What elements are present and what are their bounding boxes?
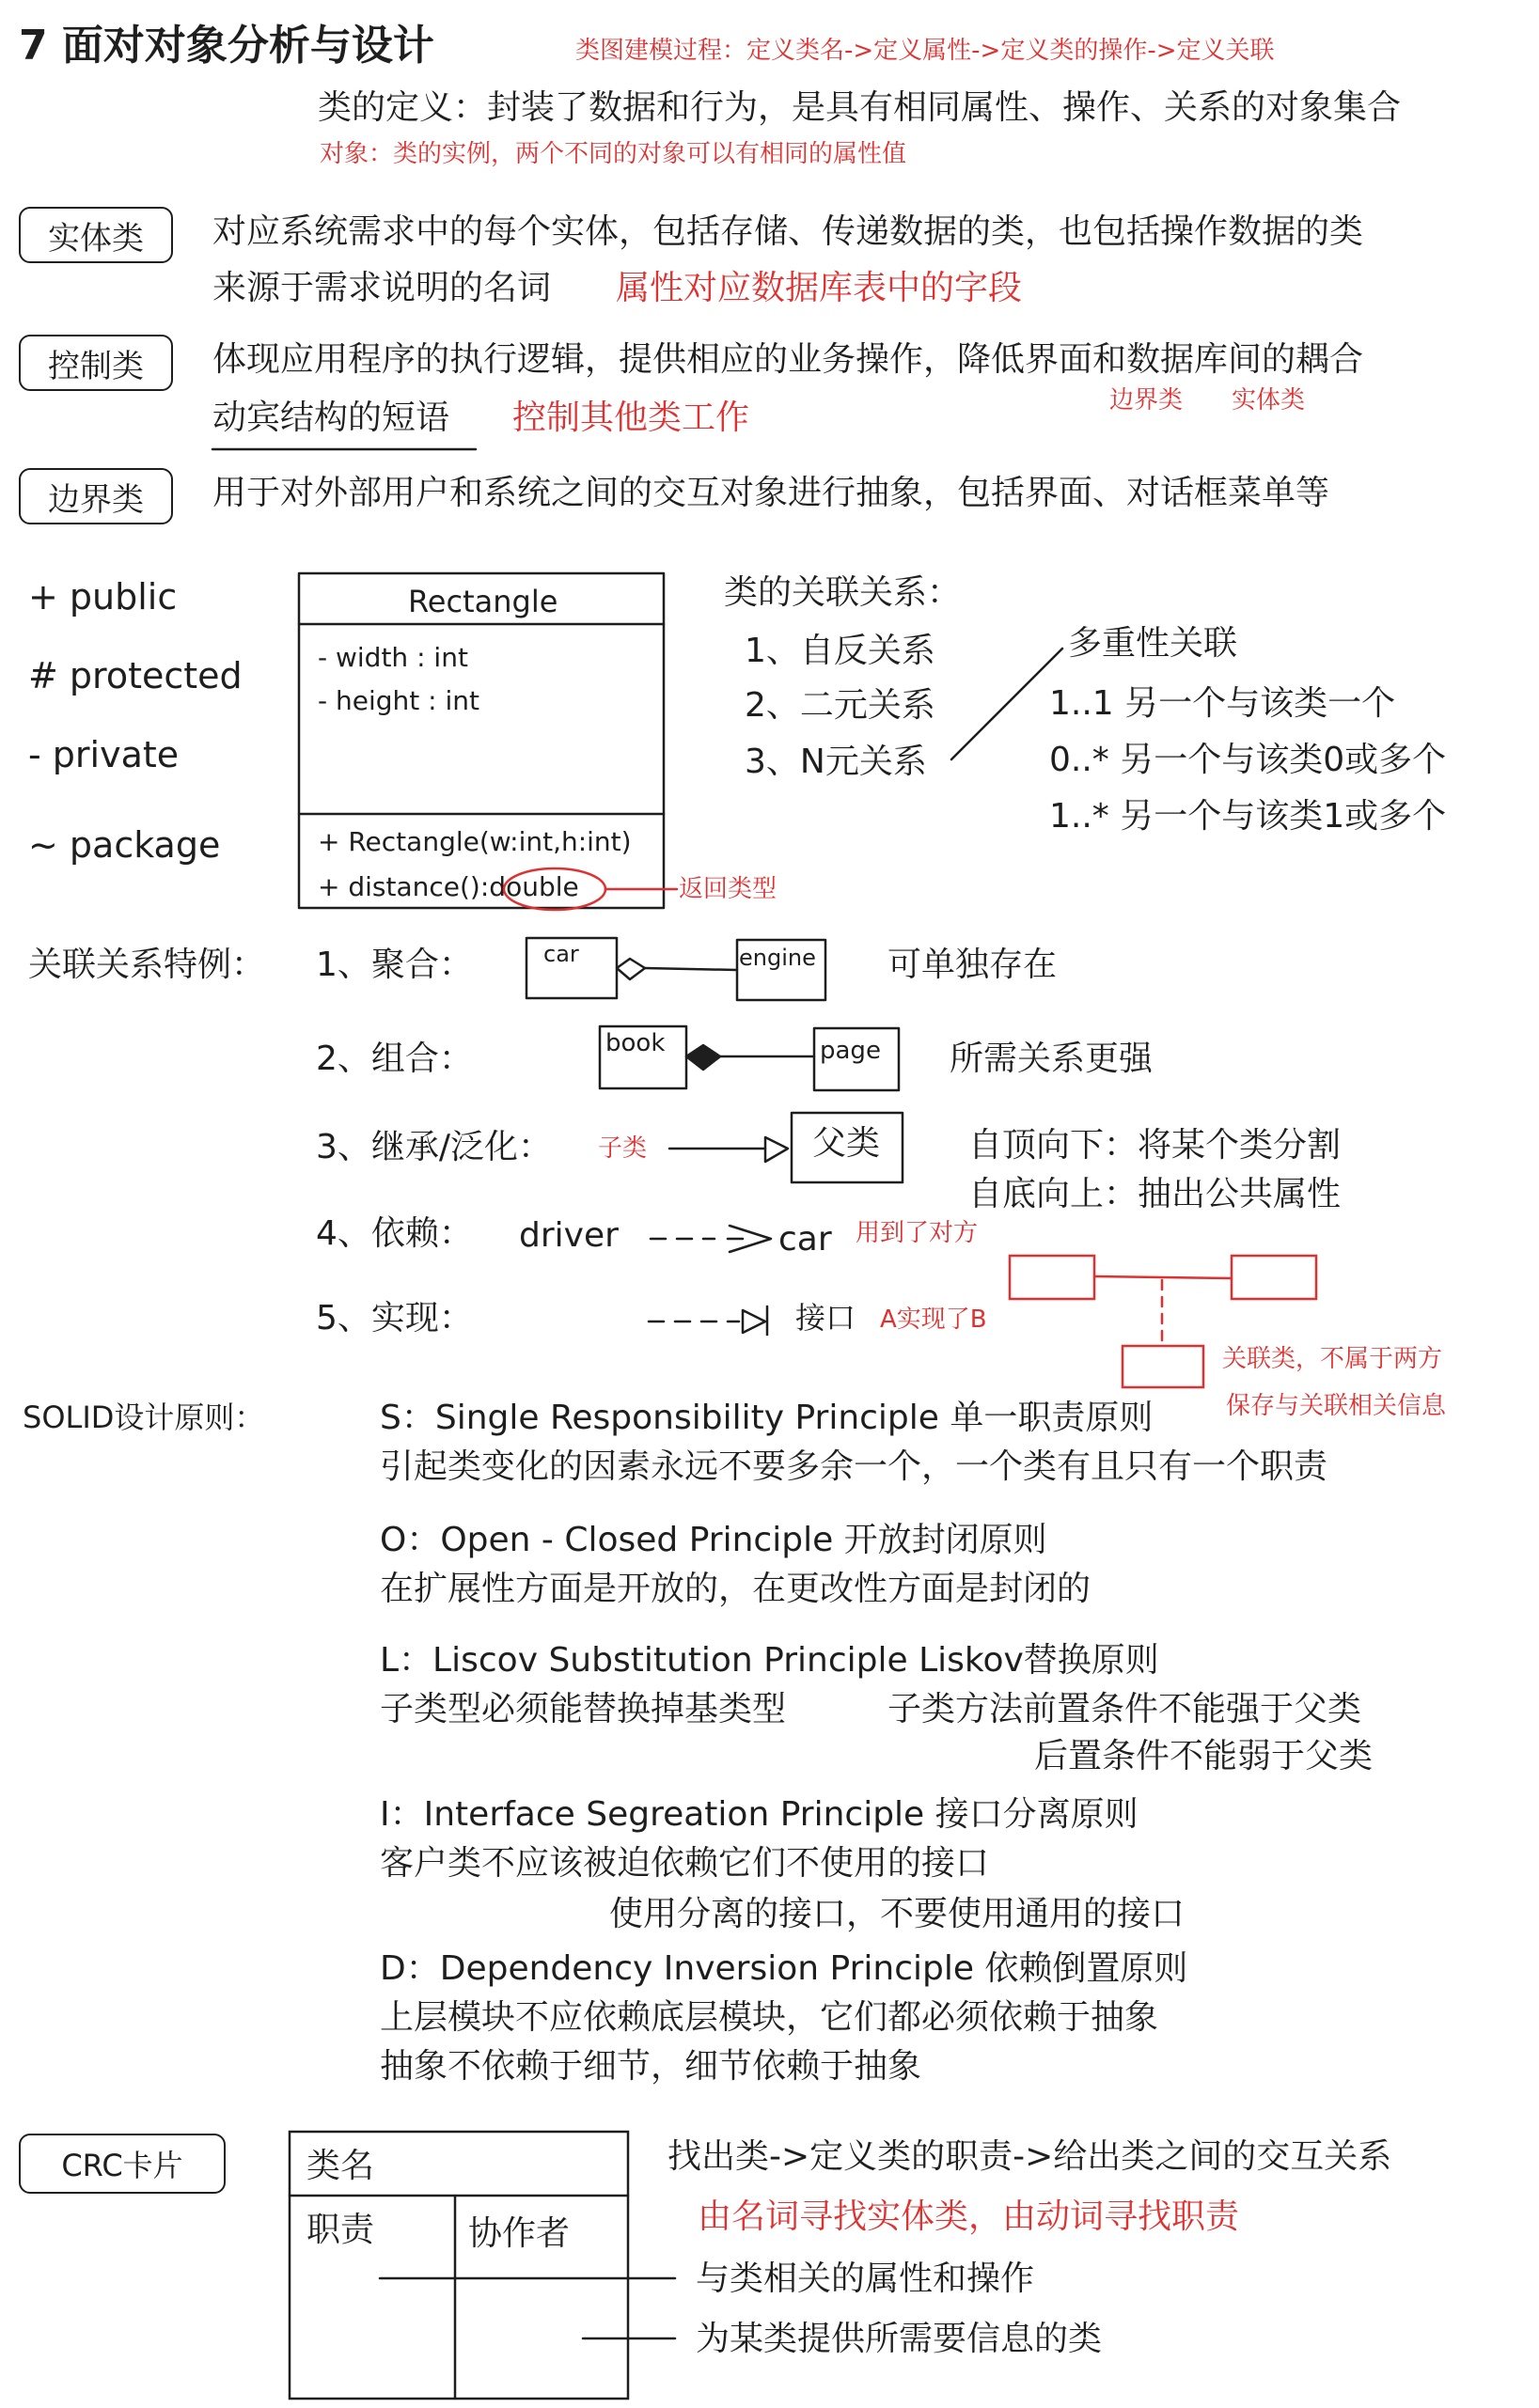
realization-label: 5、实现： xyxy=(316,1299,473,1337)
solid-o-body: 在扩展性方面是开放的，在更改性方面是封闭的 xyxy=(380,1570,1091,1608)
uml-op-return-type: double xyxy=(489,871,579,902)
composition-book: book xyxy=(605,1029,666,1057)
assoc-class-box-a xyxy=(1010,1256,1094,1299)
crc-class-name: 类名 xyxy=(306,2147,375,2185)
visibility-private: - private xyxy=(28,734,180,775)
assoc-class-box-c xyxy=(1123,1346,1203,1387)
uml-attr-height: - height : int xyxy=(318,685,479,716)
aggregation-car-box xyxy=(526,938,617,998)
composition-note: 所需关系更强 xyxy=(950,1040,1154,1078)
control-class-source: 动宾结构的短语 xyxy=(212,399,450,437)
composition-page: page xyxy=(820,1037,881,1065)
crc-card-box xyxy=(290,2132,628,2399)
crc-collaborator: 协作者 xyxy=(468,2214,571,2253)
aggregation-note: 可单独存在 xyxy=(887,946,1058,984)
assoc-class-note1: 关联类，不属于两方 xyxy=(1222,1345,1443,1373)
inheritance-note-topdown: 自顶向下：将某个类分割 xyxy=(968,1126,1342,1165)
relation-binary: 2、二元关系 xyxy=(745,686,935,725)
entity-class-source: 来源于需求说明的名词 xyxy=(212,269,552,307)
inheritance-note-bottomup: 自底向上：抽出公共属性 xyxy=(968,1175,1342,1213)
solid-s-head: S：Single Responsibility Principle 单一职责原则 xyxy=(380,1399,1154,1437)
aggregation-engine: engine xyxy=(739,945,816,971)
control-class-note: 控制其他类工作 xyxy=(512,399,750,437)
realization-arrow xyxy=(743,1310,765,1333)
dependency-note: 用到了对方 xyxy=(856,1219,979,1247)
page-title: 7 面对对象分析与设计 xyxy=(19,22,434,70)
control-sub-boundary: 边界类 xyxy=(1109,386,1184,414)
uml-op-constructor: + Rectangle(w:int,h:int) xyxy=(318,826,632,857)
inheritance-arrow xyxy=(765,1137,788,1162)
multiplicity-title: 多重性关联 xyxy=(1068,624,1238,663)
relation-connector-line xyxy=(951,649,1062,759)
solid-o-head: O：Open - Closed Principle 开放封闭原则 xyxy=(380,1521,1047,1559)
aggregation-label: 1、聚合： xyxy=(316,946,473,984)
composition-page-box xyxy=(814,1028,899,1090)
crc-duty-note: 与类相关的属性和操作 xyxy=(696,2259,1035,2298)
multiplicity-one-many: 1..* 另一个与该类1或多个 xyxy=(1049,797,1447,836)
solid-title: SOLID设计原则： xyxy=(23,1399,265,1435)
entity-class-note: 属性对应数据库表中的字段 xyxy=(616,269,1023,307)
return-type-note: 返回类型 xyxy=(679,875,777,903)
uml-class-name: Rectangle xyxy=(408,584,558,619)
inheritance-parent-box xyxy=(792,1113,903,1182)
visibility-public: + public xyxy=(28,576,178,618)
crc-steps: 找出类->定义类的职责->给出类之间的交互关系 xyxy=(667,2137,1392,2176)
solid-l-head: L：Liscov Substitution Principle Liskov替换原则 xyxy=(380,1641,1159,1680)
multiplicity-zero-many: 0..* 另一个与该类0或多个 xyxy=(1049,741,1447,779)
assoc-class-link xyxy=(1094,1276,1232,1278)
control-class-label: 控制类 xyxy=(19,335,173,391)
crc-label: CRC卡片 xyxy=(19,2134,226,2194)
assoc-class-note2: 保存与关联相关信息 xyxy=(1226,1392,1447,1420)
solid-i-body1: 客户类不应该被迫依赖它们不使用的接口 xyxy=(380,1844,990,1883)
multiplicity-one: 1..1 另一个与该类一个 xyxy=(1049,684,1396,723)
crc-collab-note: 为某类提供所需要信息的类 xyxy=(696,2320,1103,2358)
visibility-protected: # protected xyxy=(28,655,243,696)
solid-l-body2: 子类方法前置条件不能强于父类 xyxy=(887,1690,1362,1728)
inheritance-parent: 父类 xyxy=(812,1124,881,1163)
solid-l-body3: 后置条件不能弱于父类 xyxy=(1034,1737,1374,1775)
control-sub-entity: 实体类 xyxy=(1232,386,1306,414)
composition-label: 2、组合： xyxy=(316,1040,473,1078)
solid-d-body1: 上层模块不应依赖底层模块，它们都必须依赖于抽象 xyxy=(380,1998,1159,2037)
crc-hint: 由名词寻找实体类，由动词寻找职责 xyxy=(698,2197,1240,2236)
realization-interface: 接口 xyxy=(795,1300,856,1336)
object-note: 对象：类的实例，两个不同的对象可以有相同的属性值 xyxy=(320,140,907,168)
relation-reflexive: 1、自反关系 xyxy=(745,632,935,670)
return-type-circle xyxy=(504,868,605,910)
entity-class-label: 实体类 xyxy=(19,207,173,263)
solid-d-head: D：Dependency Inversion Principle 依赖倒置原则 xyxy=(380,1949,1188,1988)
solid-i-head: I：Interface Segreation Principle 接口分离原则 xyxy=(380,1795,1139,1834)
visibility-package: ~ package xyxy=(28,824,221,866)
solid-d-body2: 抽象不依赖于细节，细节依赖于抽象 xyxy=(380,2047,922,2086)
solid-s-body: 引起类变化的因素永远不要多余一个，一个类有且只有一个职责 xyxy=(380,1447,1328,1486)
dependency-label: 4、依赖： xyxy=(316,1214,473,1253)
aggregation-car: car xyxy=(543,941,579,967)
inheritance-child: 子类 xyxy=(598,1134,648,1163)
boundary-class-label: 边界类 xyxy=(19,468,173,524)
realization-note: A实现了B xyxy=(880,1306,987,1334)
entity-class-desc: 对应系统需求中的每个实体，包括存储、传递数据的类，也包括操作数据的类 xyxy=(212,212,1364,251)
control-class-desc: 体现应用程序的执行逻辑，提供相应的业务操作，降低界面和数据库间的耦合 xyxy=(212,340,1364,379)
uml-attr-width: - width : int xyxy=(318,642,468,673)
special-title: 关联关系特例： xyxy=(28,946,266,984)
dependency-car: car xyxy=(778,1220,832,1259)
inheritance-label: 3、继承/泛化： xyxy=(316,1128,553,1166)
aggregation-engine-box xyxy=(737,940,825,1000)
composition-diamond xyxy=(686,1045,720,1070)
aggregation-line xyxy=(645,968,737,970)
solid-l-body1: 子类型必须能替换掉基类型 xyxy=(380,1690,787,1728)
dependency-driver: driver xyxy=(519,1216,619,1255)
relations-title: 类的关联关系： xyxy=(724,573,962,612)
process-note: 类图建模过程：定义类名->定义属性->定义类的操作->定义关联 xyxy=(575,37,1275,65)
crc-duty: 职责 xyxy=(306,2211,375,2249)
composition-book-box xyxy=(600,1026,686,1088)
aggregation-diamond xyxy=(617,959,645,979)
assoc-class-box-b xyxy=(1232,1256,1316,1299)
relation-nary: 3、N元关系 xyxy=(745,743,927,781)
class-definition: 类的定义：封装了数据和行为，是具有相同属性、操作、关系的对象集合 xyxy=(318,88,1402,127)
solid-i-body2: 使用分离的接口，不要使用通用的接口 xyxy=(609,1895,1186,1933)
boundary-class-desc: 用于对外部用户和系统之间的交互对象进行抽象，包括界面、对话框菜单等 xyxy=(212,474,1330,512)
uml-op-distance-prefix: + distance(): xyxy=(318,871,490,902)
